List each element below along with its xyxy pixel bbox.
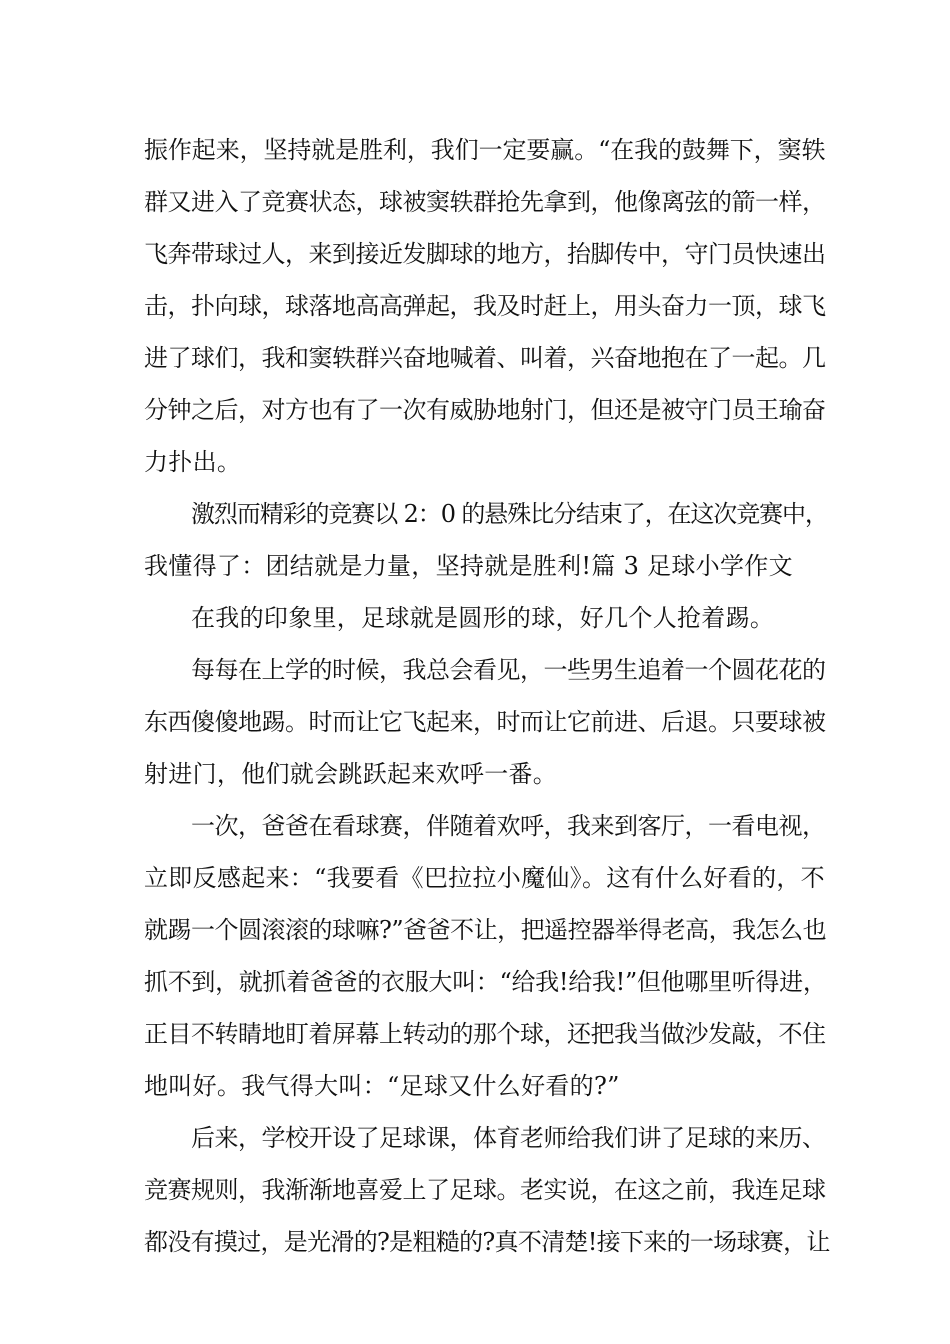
text-line: 抓不到，就抓着爸爸的衣服大叫：“给我!给我!”但他哪里听得进， — [144, 968, 827, 996]
text-line: 进了球们，我和窦轶群兴奋地喊着、叫着，兴奋地抱在了一起。几 — [144, 344, 826, 372]
text-line: 正目不转睛地盯着屏幕上转动的那个球，还把我当做沙发敲，不住 — [144, 1020, 826, 1048]
text-line: 射进门，他们就会跳跃起来欢呼一番。 — [144, 760, 558, 788]
text-line: 我懂得了：团结就是力量，坚持就是胜利!篇 3 足球小学作文 — [144, 552, 793, 580]
text-line: 后来，学校开设了足球课，体育老师给我们讲了足球的来历、 — [191, 1124, 826, 1152]
text-line: 振作起来，坚持就是胜利，我们一定要赢。“在我的鼓舞下，窦轶 — [144, 136, 826, 164]
text-line: 激烈而精彩的竞赛以 2：0 的悬殊比分结束了，在这次竞赛中， — [191, 500, 828, 528]
text-line: 力扑出。 — [144, 448, 242, 476]
text-line: 每每在上学的时候，我总会看见，一些男生追着一个圆花花的 — [191, 656, 826, 684]
text-line: 立即反感起来：“我要看《巴拉拉小魔仙》。这有什么好看的，不 — [144, 864, 825, 892]
text-line: 东西傻傻地踢。时而让它飞起来，时而让它前进、后退。只要球被 — [144, 708, 826, 736]
text-line: 一次，爸爸在看球赛，伴随着欢呼，我来到客厅，一看电视， — [191, 812, 826, 840]
text-line: 分钟之后，对方也有了一次有威胁地射门，但还是被守门员王瑜奋 — [144, 396, 826, 424]
text-line: 就踢一个圆滚滚的球嘛?”爸爸不让，把遥控器举得老高，我怎么也 — [144, 916, 827, 944]
text-line: 都没有摸过，是光滑的?是粗糙的?真不清楚!接下来的一场球赛，让 — [144, 1228, 830, 1256]
text-line: 群又进入了竞赛状态，球被窦轶群抢先拿到，他像离弦的箭一样， — [144, 188, 826, 216]
text-line: 在我的印象里，足球就是圆形的球，好几个人抢着踢。 — [191, 604, 775, 632]
text-line: 竞赛规则，我渐渐地喜爱上了足球。老实说，在这之前，我连足球 — [144, 1176, 826, 1204]
text-line: 击，扑向球，球落地高高弹起，我及时赶上，用头奋力一顶，球飞 — [144, 292, 826, 320]
text-line: 地叫好。我气得大叫：“足球又什么好看的?” — [144, 1072, 620, 1100]
text-line: 飞奔带球过人，来到接近发脚球的地方，抬脚传中，守门员快速出 — [144, 240, 826, 268]
